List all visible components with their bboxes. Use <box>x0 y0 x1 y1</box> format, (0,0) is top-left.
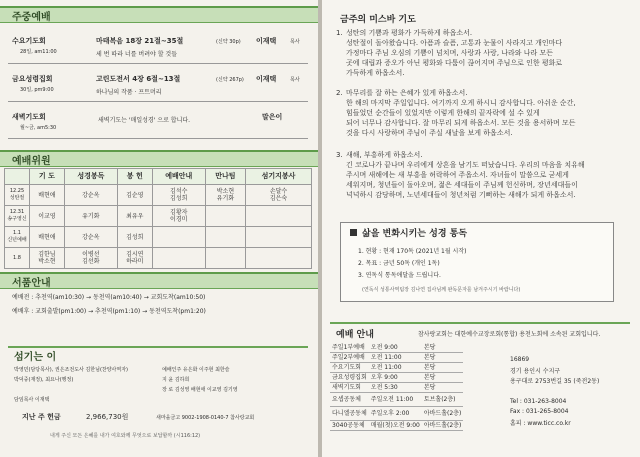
worship-title: 주중예배 <box>12 12 51 23</box>
footer-verse: 내게 주신 모든 은혜를 내가 여호와께 무엇으로 보답할까 (시116:12) <box>50 433 201 439</box>
table-cell <box>205 227 245 248</box>
worship-name: 금요성령집회 <box>12 75 53 83</box>
prayer-line: 세워지며, 청년들이 돌아오며, 젊은 세대들이 주님께 헌신하며, 장년세대들이 <box>346 181 578 189</box>
worship-time: 28일, am11:00 <box>20 49 57 55</box>
duty-header: 섬기지봉사 <box>246 169 312 185</box>
table-cell: 김한님 박소현 <box>30 248 65 269</box>
servants-right: 장 로 김성영 배현애 이교영 김기영 <box>162 387 238 393</box>
table-cell: 오전 5:30 <box>369 383 422 393</box>
table-cell: 최유우 <box>117 206 152 227</box>
schedule-line: 예배전 : 추천역(am10:30) → 동천역(am10:40) → 교회도착(am10:50) <box>12 294 206 301</box>
table-row <box>330 373 463 383</box>
table-cell: 요셉공동체 <box>330 393 369 407</box>
table-cell <box>246 206 312 227</box>
table-cell: 주일오전 11:00 <box>369 393 422 407</box>
table-cell: 배현애 <box>30 185 65 206</box>
square-bullet-icon <box>350 229 357 236</box>
worship-preacher: 이재택 <box>256 37 277 45</box>
servants-left: 담임목사 이재택 <box>14 397 50 403</box>
prayer-line: 되어 너무나 감사합니다. 잘 마무리 되게 하옵소서. 모든 것을 용서하며 모든 <box>346 119 576 127</box>
church-homepage[interactable]: 홈피 : www.ticc.co.kr <box>510 420 571 427</box>
servants-left: 박영민(담당목사), 권은조전도사 김한님(찬양사역자) <box>14 367 129 373</box>
table-cell: 배현애 <box>30 227 65 248</box>
table-cell: 본당 <box>422 353 463 363</box>
table-cell: 매월(첫)오전 9:00 <box>370 422 420 429</box>
table-cell: 강순옥 <box>64 227 117 248</box>
table-cell: 수요기도회 <box>330 363 369 373</box>
prayer-line: 주시며 새해에는 새 부흥을 허락하여 주옵소서. 자녀들이 말씀으로 굳세게 <box>346 171 569 179</box>
table-cell: 3040공동체 <box>330 421 369 431</box>
worship-page: (신약 267p) <box>216 77 244 83</box>
table-cell <box>205 248 245 269</box>
table-cell: 김황자 이경미 <box>152 206 205 227</box>
table-cell <box>205 206 245 227</box>
table-row <box>330 421 463 431</box>
table-cell: 다니엘공동체 <box>330 407 369 421</box>
servants-title: 섬기는 이 <box>14 352 57 363</box>
prayer-line: 성탄의 기쁨과 평화가 가득하게 하옵소서. <box>346 29 473 37</box>
table-row <box>330 363 463 373</box>
duty-header <box>5 169 30 185</box>
church-zip: 16869 <box>510 356 530 363</box>
worship-name: 수요기도회 <box>12 37 46 45</box>
table-cell: 12.25 성탄절 <box>5 185 30 206</box>
table-cell: 아바드홀(2층) <box>422 407 463 421</box>
table-row <box>330 353 463 363</box>
offering-amount: 2,966,730원 <box>86 413 129 421</box>
table-cell: 본당 <box>422 363 463 373</box>
table-cell <box>152 248 205 269</box>
prayer-number: 1. <box>336 29 343 37</box>
table-cell: 토브홀(2층) <box>422 393 463 407</box>
bible-title: 삶을 변화시키는 성경 통독 <box>362 229 468 239</box>
table-cell: 이병선 김선화 <box>64 248 117 269</box>
prayer-line: 마무리를 잘 하는 은혜가 있게 하옵소서. <box>346 89 468 97</box>
worship-name: 새벽기도회 <box>12 113 46 121</box>
duty-header: 봉 헌 <box>117 169 152 185</box>
prayer-line: 곳에 대립과 증오가 아닌 평화와 다툼이 끊어지며 주님으로 인한 평화로 <box>346 59 563 67</box>
table-cell: 김순영 <box>117 185 152 206</box>
table-cell: 1.8 <box>5 248 30 269</box>
duty-header: 예배안내 <box>152 169 205 185</box>
church-fax: Fax : 031-265-8004 <box>510 408 569 415</box>
table-cell: 김성희 <box>117 227 152 248</box>
worship-page: (신약 30p) <box>216 39 241 45</box>
table-row <box>5 206 312 227</box>
table-cell: 오전 9:00 <box>369 343 422 353</box>
servants-right: 지 윤 김하희 <box>162 377 190 383</box>
prayer-line: 것을 다시 사랑하며 주님이 주실 새날을 보게 하옵소서. <box>346 129 513 137</box>
table-cell: 주일2부예배 <box>330 353 369 363</box>
duty-table <box>4 168 312 269</box>
table-row <box>5 227 312 248</box>
worship-reading: 마태복음 18장 21절~35절 <box>96 37 184 45</box>
worship-preacher: 이재택 <box>256 75 277 83</box>
guide-title: 예배 안내 <box>336 330 374 340</box>
prayer-line: 긴 코로나가 끝나며 우리에게 상흔을 남기도 떠났습니다. 우리의 마음을 치유해 <box>346 161 585 169</box>
divider <box>330 322 630 324</box>
prayer-number: 3. <box>336 151 343 159</box>
guide-subtitle: 참사랑교회는 대한예수교장로회(통합) 용천노회에 소속된 교회입니다. <box>418 331 601 338</box>
worship-reading: 고린도전서 4장 6절~13절 <box>96 75 181 83</box>
table-cell: 금요성령집회 <box>332 374 367 381</box>
table-cell: 12.31 송구영신 <box>5 206 30 227</box>
prayer-line: 새해, 부흥하게 하옵소서. <box>346 151 423 159</box>
table-row <box>5 185 312 206</box>
table-row <box>330 343 463 353</box>
table-cell: 본당 <box>422 343 463 353</box>
table-cell: 손달수 김은숙 <box>246 185 312 206</box>
schedule-line: 예배후 : 교회출발(pm1:00) → 추천역(pm1:10) → 동천역도착(pm1:20) <box>12 308 206 315</box>
table-cell: 주일오후 2:00 <box>369 407 422 421</box>
table-cell: 본당 <box>422 383 463 393</box>
table-cell <box>152 227 205 248</box>
table-row <box>330 393 463 407</box>
bible-line: 1. 현황 : 현재 170독 (2021년 1월 시작) <box>358 248 467 255</box>
church-tel: Tel : 031-263-8004 <box>510 398 567 405</box>
schedule-title: 서품안내 <box>12 278 51 289</box>
table-row <box>330 383 463 393</box>
table-cell: 주일1부예배 <box>330 343 369 353</box>
table-cell: 1.1 신년예배 <box>5 227 30 248</box>
table-row <box>330 407 463 421</box>
table-cell <box>246 227 312 248</box>
prayer-line: 성탄절이 돌아왔습니다. 아픔과 슬픔, 고통과 눈물이 사라지고 개인마다 <box>346 39 563 47</box>
table-row <box>5 248 312 269</box>
worship-time: 월~금, am5:30 <box>20 125 57 131</box>
table-cell: 김석수 김성희 <box>152 185 205 206</box>
table-cell: 김시연 하라미 <box>117 248 152 269</box>
worship-sermon: 세 번 따라 너를 버려야 할 것들 <box>96 51 177 58</box>
duty-header: 만나팀 <box>205 169 245 185</box>
bulletin-left-page <box>0 0 318 457</box>
table-cell: 새벽기도회 <box>330 383 369 393</box>
service-times-table <box>330 343 463 431</box>
divider <box>8 63 308 64</box>
worship-reading: 새벽기도는 '매일성경' 으로 합니다. <box>98 117 191 124</box>
table-cell: 유기화 <box>64 206 117 227</box>
bank-account: 새마을금고 9002-1908-0140-7 참사랑교회 <box>156 415 255 421</box>
church-address: 경기 용인시 수지구 <box>510 368 561 375</box>
table-cell: 강순옥 <box>64 185 117 206</box>
offering-label: 지난 주 헌금 <box>22 413 61 421</box>
prayer-line: 넉넉하시 감당하며, 노년세대들이 청년처럼 기뻐하는 새해가 되게 하옵소서. <box>346 191 576 199</box>
worship-sermon: 하나님의 작품 · 프트머리 <box>96 89 162 96</box>
divider <box>8 138 308 139</box>
church-address: 용구대로 2753번길 35 (죽전2동) <box>510 378 600 385</box>
worship-role: 목사 <box>290 39 300 45</box>
prayer-title: 금주의 미스바 기도 <box>340 15 416 25</box>
table-cell: 오후 9:00 <box>369 373 422 383</box>
servants-right: 예배인주 유은화 이주현 최한슬 <box>162 367 230 373</box>
servants-left: 박덕중(재정), 최요나(행정) <box>14 377 74 383</box>
prayer-line: 힘들었던 순간들이 있었지만 이렇게 한해의 끝자락에 설 수 있게 <box>346 109 540 117</box>
table-cell: 오전 11:00 <box>369 363 422 373</box>
worship-time: 30일, pm9:00 <box>20 87 54 93</box>
divider <box>8 101 308 102</box>
bulletin-right-page <box>322 0 640 457</box>
prayer-line: 가정마다 주님 오심의 기쁨이 넘치며, 사랑과 사랑, 나라와 나라 모든 <box>346 49 554 57</box>
bible-line: 2. 목표 : 금년 50독 (개인 1독) <box>358 260 440 267</box>
table-cell <box>246 248 312 269</box>
bible-note: (연독식 성통사역팀장 김나연 집사님께 완독문자를 남겨주시기 바랍니다) <box>362 287 521 293</box>
worship-preacher: 말은이 <box>262 113 283 121</box>
table-cell: 아바드홀(2층) <box>423 422 462 429</box>
duty-title: 예배위원 <box>12 156 51 167</box>
table-cell: 오전 11:00 <box>369 353 422 363</box>
duty-header: 성경봉독 <box>64 169 117 185</box>
prayer-number: 2. <box>336 89 343 97</box>
duty-header: 기 도 <box>30 169 65 185</box>
prayer-line: 한 해의 마지막 주일입니다. 여기까지 오게 하시니 감사합니다. 아쉬운 순간, <box>346 99 576 107</box>
worship-role: 목사 <box>290 77 300 83</box>
table-cell: 본당 <box>422 373 463 383</box>
table-cell: 이교영 <box>30 206 65 227</box>
bible-line: 3. 연독식 통독애달을 드립니다. <box>358 272 441 279</box>
table-cell: 박소현 유기화 <box>205 185 245 206</box>
prayer-line: 가득하게 하옵소서. <box>346 69 405 77</box>
